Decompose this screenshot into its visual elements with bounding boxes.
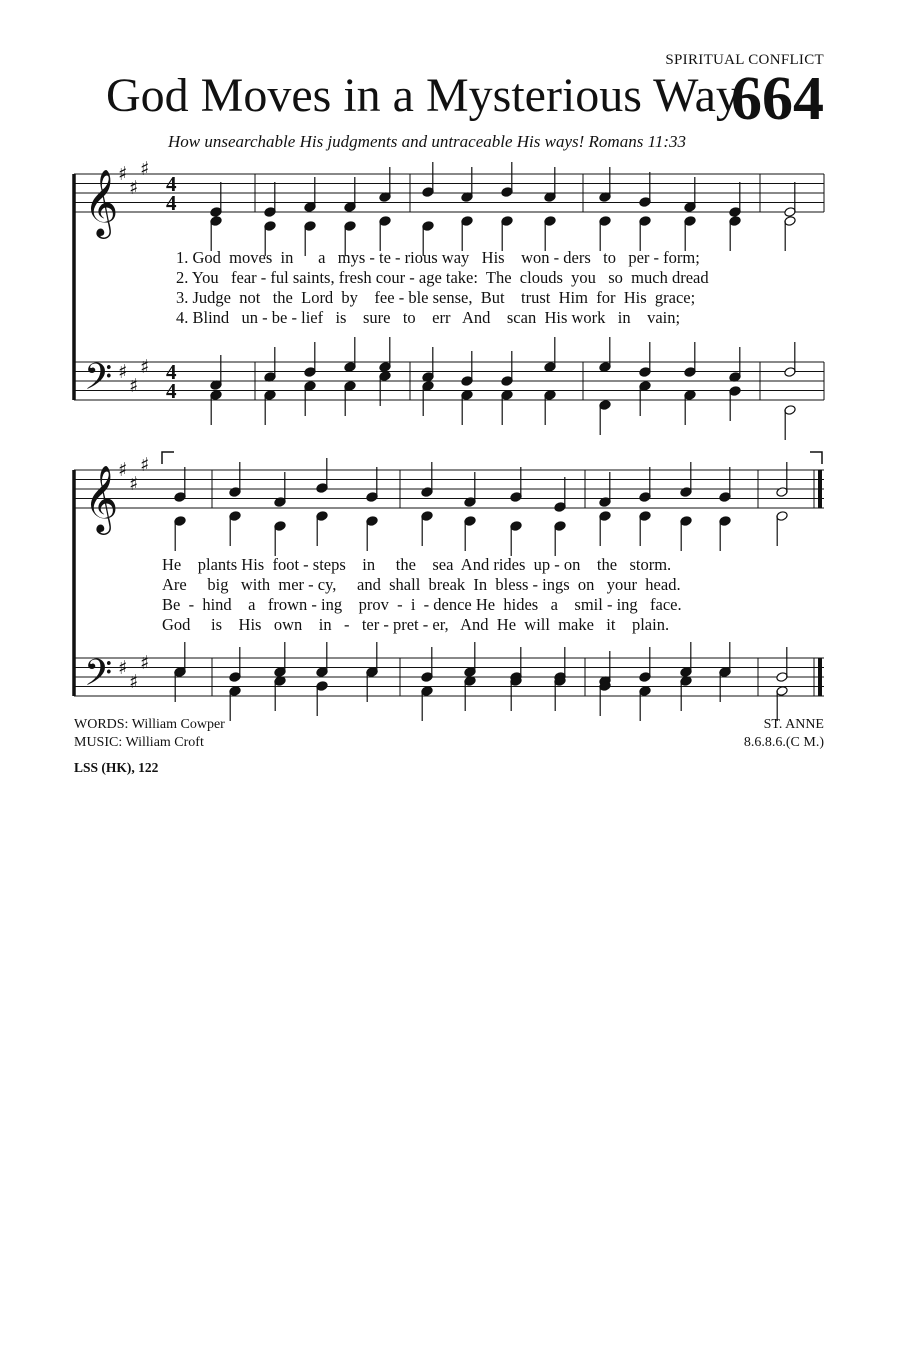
bass-clef: 𝄢 bbox=[84, 652, 113, 703]
sharp-sign: ♯ bbox=[118, 163, 128, 185]
key-signatures bbox=[118, 158, 149, 693]
notes bbox=[174, 162, 796, 721]
time-signature-bottom: 4 bbox=[166, 379, 177, 403]
lyric-verse-1-system-2: He plants His foot - steps in the sea And rides up - on the storm. bbox=[162, 555, 672, 574]
sharp-sign: ♯ bbox=[118, 459, 128, 481]
treble-clef: 𝄞 bbox=[84, 168, 119, 236]
sharp-sign: ♯ bbox=[118, 657, 128, 679]
time-signature-bottom: 4 bbox=[166, 191, 177, 215]
line-bracket-start bbox=[162, 452, 174, 464]
lyric-verse-3-system-1: 3. Judge not the Lord by fee - ble sense, But trust Him for His grace; bbox=[176, 288, 696, 307]
sharp-sign: ♯ bbox=[129, 473, 139, 495]
scripture-reference: How unsearchable His judgments and untraceable His ways! Romans 11:33 bbox=[168, 132, 686, 151]
words-credit: WORDS: William Cowper bbox=[74, 717, 225, 732]
sharp-sign: ♯ bbox=[129, 671, 139, 693]
hymn-title: God Moves in a Mysterious Way bbox=[106, 69, 740, 122]
sharp-sign: ♯ bbox=[140, 356, 150, 378]
line-bracket-end bbox=[810, 452, 822, 464]
music-credit: MUSIC: William Croft bbox=[74, 735, 204, 750]
sharp-sign: ♯ bbox=[140, 158, 150, 180]
sharp-sign: ♯ bbox=[140, 454, 150, 476]
sharp-sign: ♯ bbox=[129, 177, 139, 199]
treble-clef: 𝄞 bbox=[84, 464, 119, 532]
lyric-verse-4-system-2: God is His own in - ter - pret - er, And He will make it plain. bbox=[162, 615, 670, 634]
hymn-number: 664 bbox=[731, 65, 824, 133]
time-signature-top: 4 bbox=[166, 360, 177, 384]
line-brackets bbox=[162, 452, 822, 464]
sharp-sign: ♯ bbox=[140, 652, 150, 674]
lyric-verse-2-system-1: 2. You fear - ful saints, fresh cour - age take: The clouds you so much dread bbox=[176, 268, 709, 287]
tune-name: ST. ANNE bbox=[763, 717, 824, 732]
lyric-verse-2-system-2: Are big with mer - cy, and shall break In bless - ings on your head. bbox=[162, 575, 681, 594]
clefs bbox=[84, 168, 118, 703]
lyric-verse-1-system-1: 1. God moves in a mys - te - rious way His won - ders to per - form; bbox=[176, 248, 700, 267]
lyric-verse-4-system-1: 4. Blind un - be - lief is sure to err And scan His work in vain; bbox=[176, 308, 681, 327]
meter: 8.6.8.6.(C M.) bbox=[743, 735, 824, 750]
lyric-verse-3-system-2: Be - hind a frown - ing prov - i - dence He hides a smil - ing face. bbox=[162, 595, 682, 614]
sharp-sign: ♯ bbox=[118, 361, 128, 383]
source-reference: LSS (HK), 122 bbox=[74, 760, 159, 775]
bass-clef: 𝄢 bbox=[84, 356, 113, 407]
hymn-category: SPIRITUAL CONFLICT bbox=[665, 52, 824, 68]
time-signature-top: 4 bbox=[166, 172, 177, 196]
sharp-sign: ♯ bbox=[129, 375, 139, 397]
